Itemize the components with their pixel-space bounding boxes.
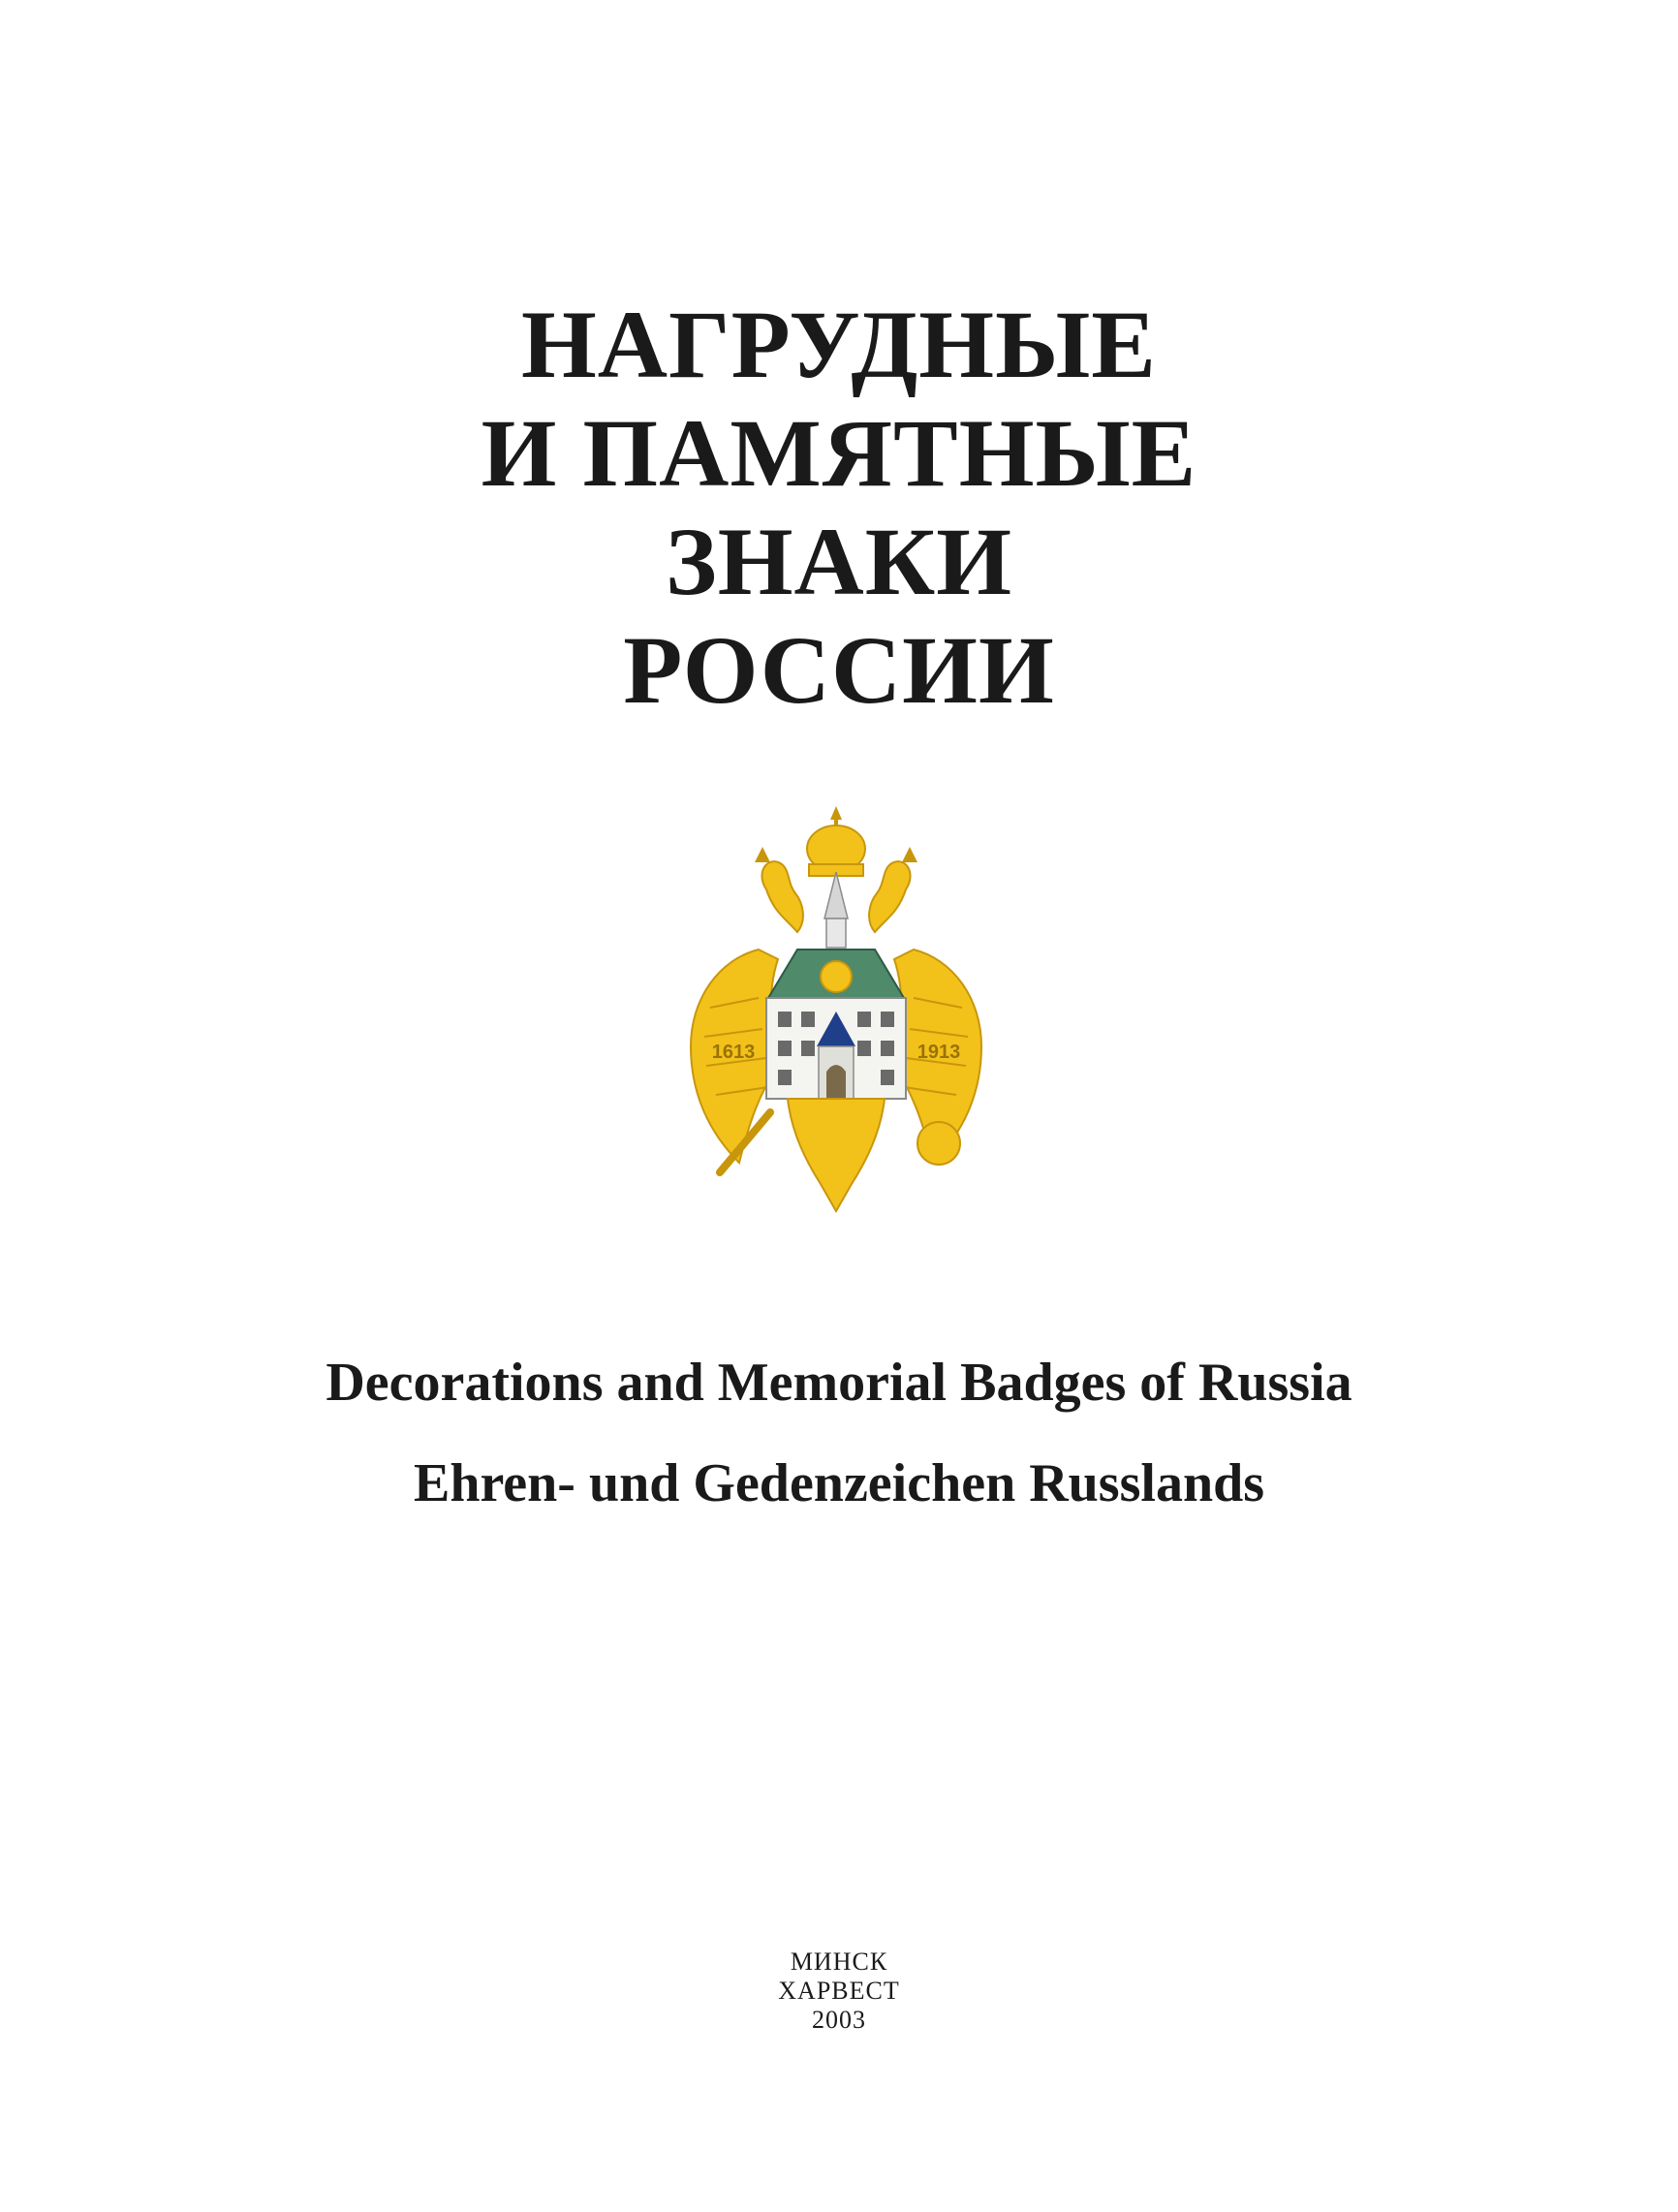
- imprint: [0, 1947, 1678, 2035]
- title-line-4: РОССИИ: [623, 616, 1055, 724]
- subtitles: [0, 1352, 1678, 1514]
- title-line-1: НАГРУДНЫЕ: [521, 291, 1157, 398]
- german-subtitle: Ehren- und Gedenzeichen Russlands: [413, 1453, 1265, 1513]
- imprint-city: МИНСК: [790, 1947, 888, 1976]
- book-title: [0, 291, 1678, 725]
- english-subtitle: Decorations and Memorial Badges of Russia: [326, 1353, 1352, 1413]
- year-left-label: 1613: [711, 1042, 756, 1063]
- title-line-3: ЗНАКИ: [665, 508, 1013, 615]
- crown-icon: [807, 806, 865, 876]
- double-headed-eagle-badge-icon: [662, 804, 1010, 1240]
- orb-icon: [917, 1122, 960, 1165]
- title-line-2: И ПАМЯТНЫЕ: [481, 399, 1197, 507]
- year-right-label: 1913: [917, 1042, 961, 1063]
- imprint-year: 2003: [812, 2006, 866, 2034]
- imprint-publisher: ХАРВЕСТ: [778, 1977, 900, 2005]
- eagle-tail-icon: [788, 1099, 885, 1211]
- building-icon: [766, 998, 906, 1099]
- spire-icon: [824, 872, 848, 948]
